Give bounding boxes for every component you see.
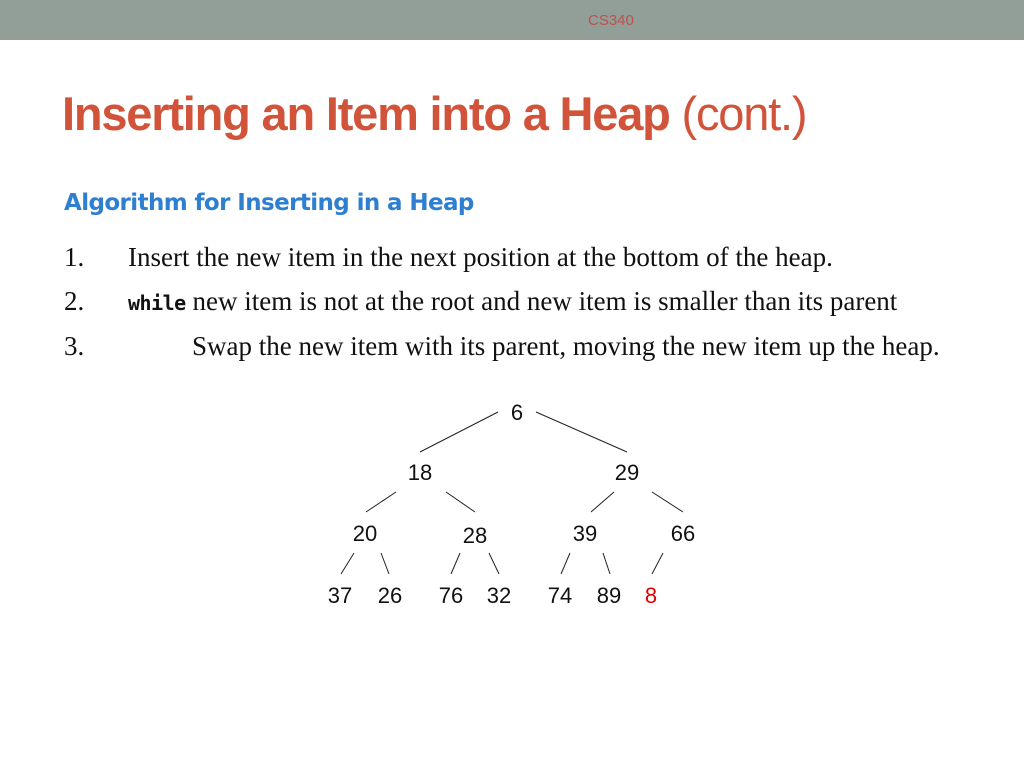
heap-edge-1: [420, 412, 498, 452]
heap-nodes: [328, 400, 695, 608]
heap-node: 20: [352, 521, 378, 546]
heap-node: 32: [486, 583, 512, 608]
heap-edge-7: [341, 553, 354, 574]
heap-edge-10: [489, 553, 499, 574]
heap-edge-4: [446, 492, 475, 512]
heap-node: 6: [510, 400, 524, 425]
heap-edge-3: [366, 492, 396, 512]
step-number: 2.: [64, 286, 85, 316]
heap-node: 28: [462, 523, 488, 548]
heap-node: 29: [614, 460, 640, 485]
heap-node: 18: [407, 460, 433, 485]
heap-edge-11: [561, 553, 570, 574]
heap-edge-8: [381, 553, 389, 574]
heap-node: 37: [327, 583, 353, 608]
step-number: 3.: [64, 331, 85, 361]
heap-node-new-item: 8: [644, 583, 658, 608]
step-keyword: while: [128, 291, 186, 315]
algorithm-heading: Algorithm for Inserting in a Heap: [64, 190, 474, 216]
step-text: Swap the new item with its parent, moving the new item up the heap.: [192, 331, 940, 361]
heap-node: 74: [547, 583, 573, 608]
heap-edge-6: [652, 492, 683, 512]
slide-title-suffix: (cont.): [681, 87, 807, 140]
heap-edge-2: [536, 412, 627, 452]
step-text: Insert the new item in the next position at the bottom of the heap.: [128, 242, 833, 272]
heap-node: 66: [670, 521, 696, 546]
heap-edge-9: [451, 553, 460, 574]
heap-node: 39: [572, 521, 598, 546]
heap-edge-13: [652, 553, 663, 574]
slide-title-main: Inserting an Item into a Heap: [62, 87, 670, 140]
heap-edges: [341, 412, 683, 574]
step-text: new item is not at the root and new item is smaller than its parent: [185, 286, 898, 316]
step-number: 1.: [64, 242, 85, 272]
heap-edge-5: [591, 492, 614, 512]
heap-node: 76: [438, 583, 464, 608]
heap-edge-12: [603, 553, 610, 574]
course-label: CS340: [588, 12, 634, 29]
heap-node: 26: [377, 583, 403, 608]
heap-node: 89: [596, 583, 622, 608]
